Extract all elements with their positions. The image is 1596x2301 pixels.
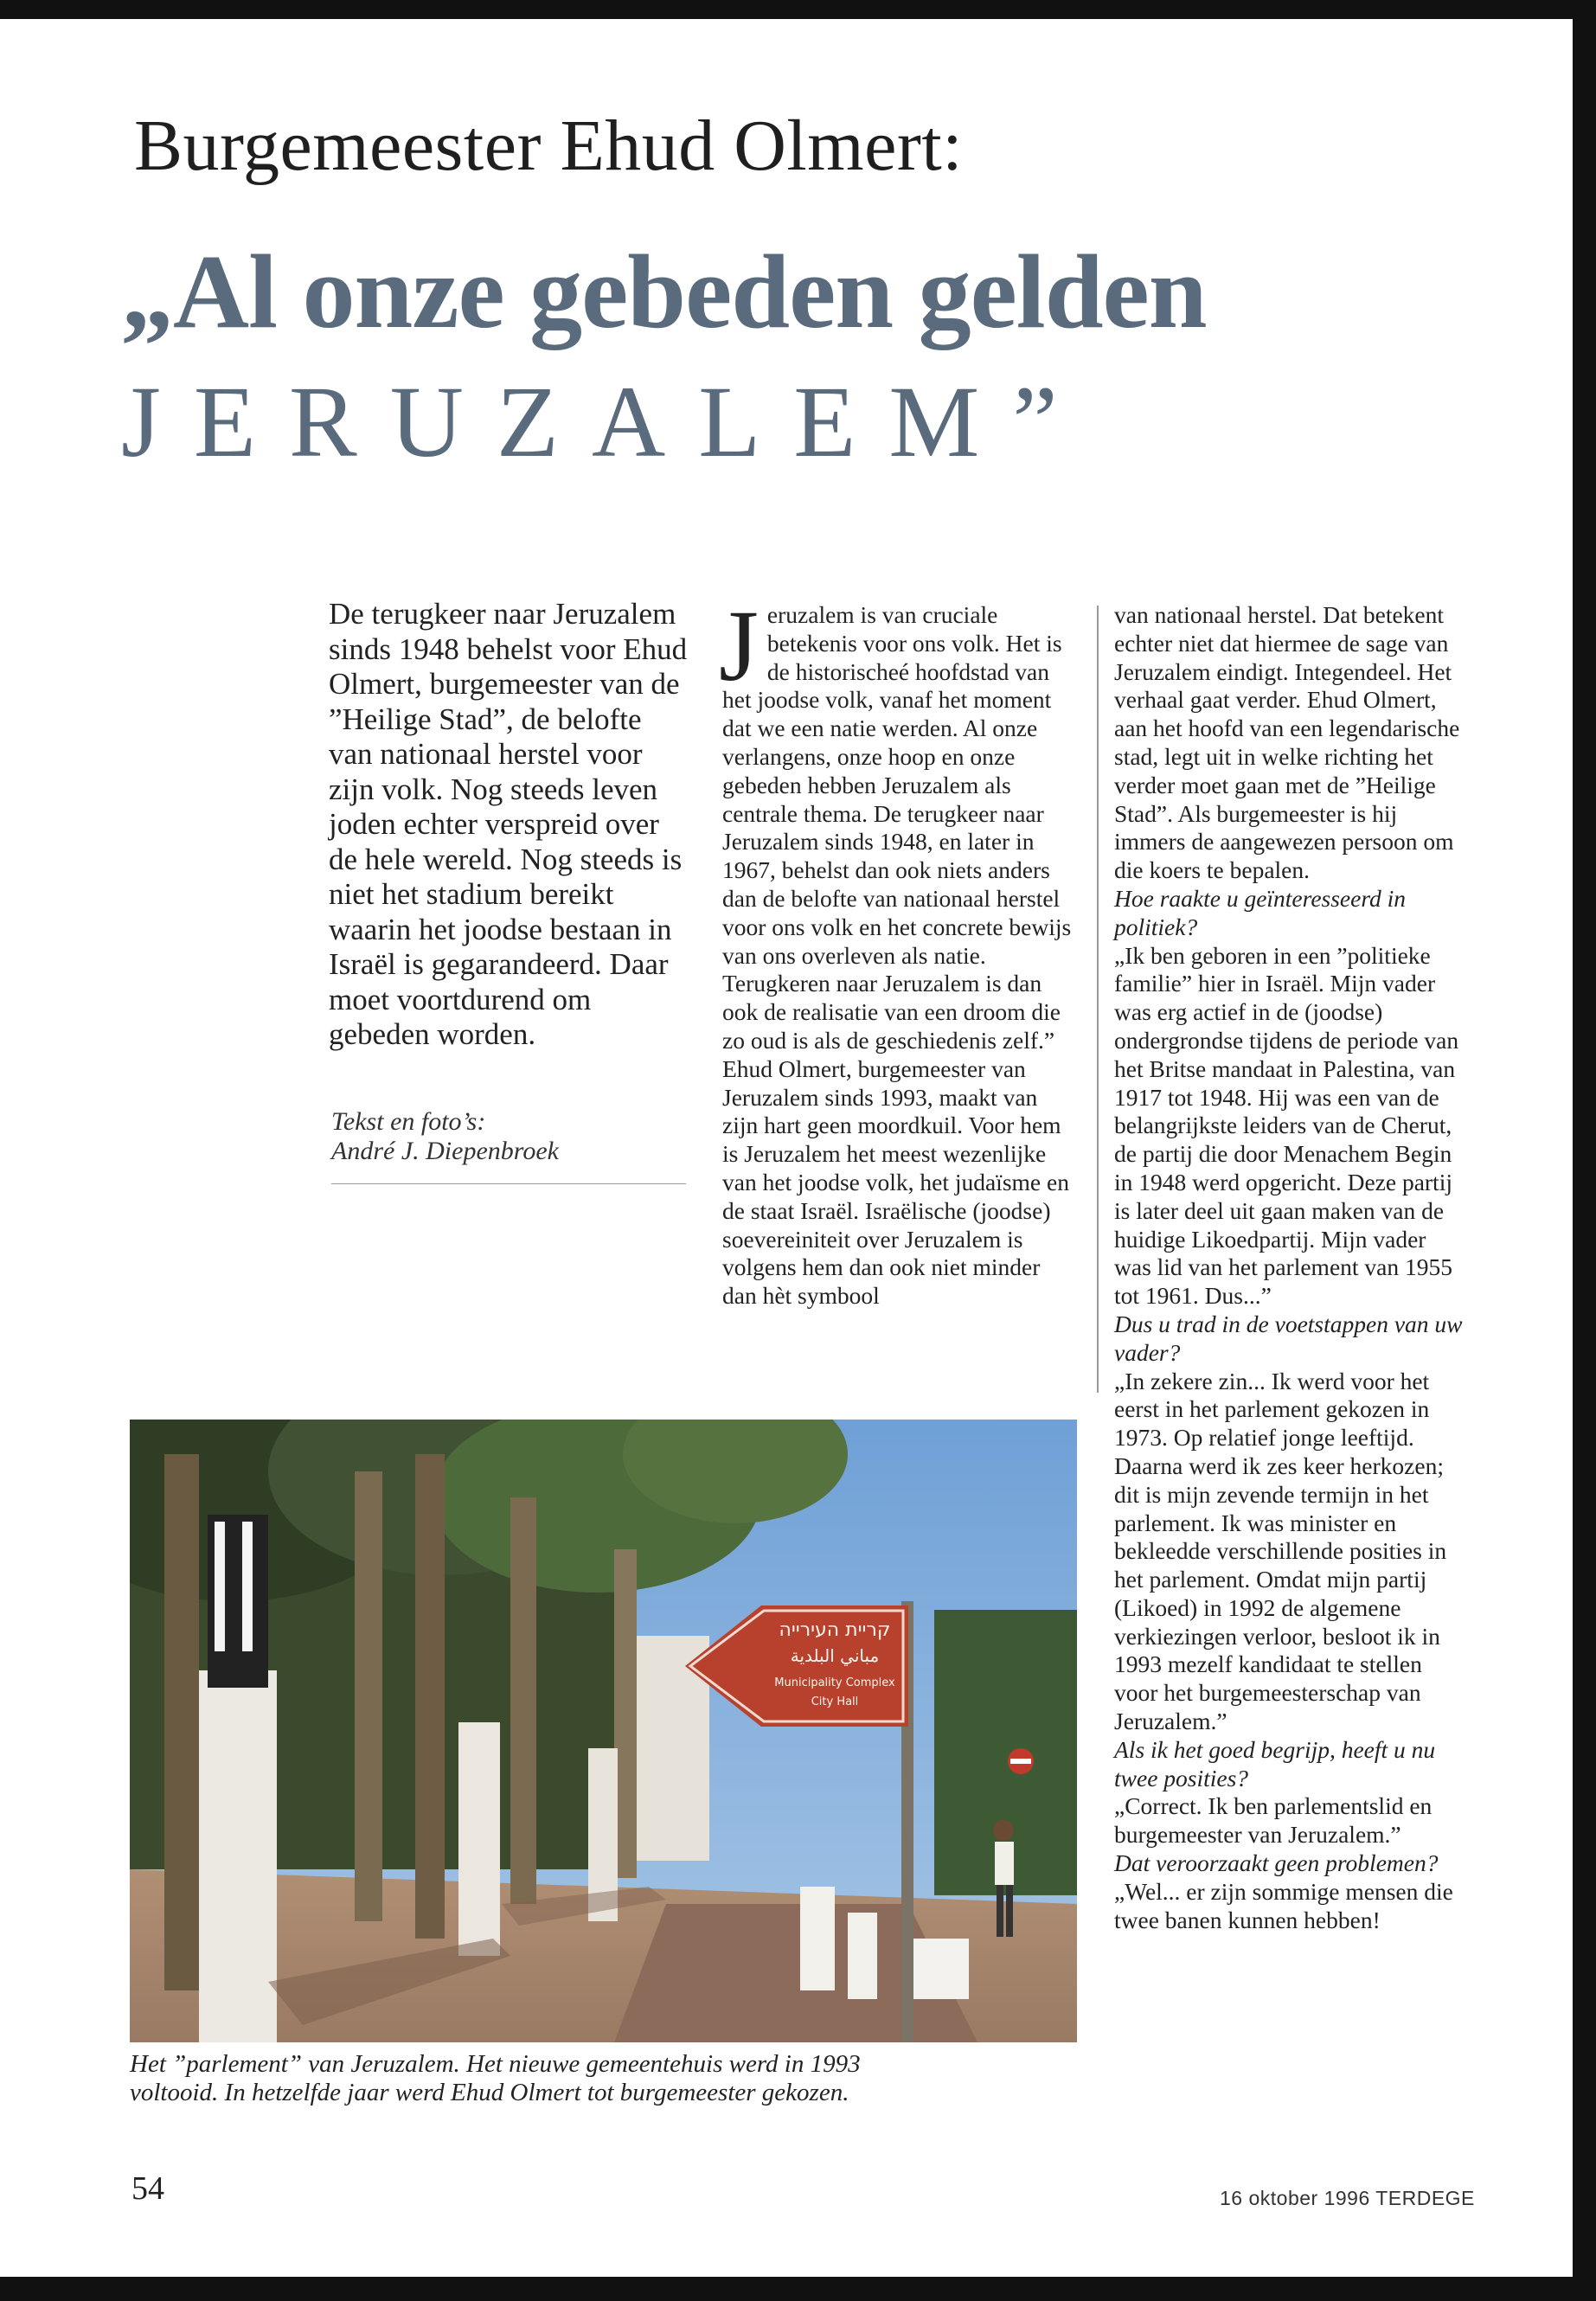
column2-paragraph-2: Ehud Olmert, burgemeester van Jeruzalem sinds 1993, maakt van zijn hart geen moordkuil. Voor hem is Jeruzalem het meest wezenlijke van het joodse volk, het judaïsme en de staat Israël. Israëlische (joodse) soevereiniteit over Jeruzalem is volgens hem dan ook niet minder dan hèt symbool [722,1054,1069,1310]
drop-cap: J [719,589,759,702]
sign-arabic-text: مباني البلدية [790,1645,880,1666]
interview-question-2: Dus u trad in de voetstappen van uw vader? [1114,1310,1463,1366]
kicker-title: Burgemeester Ehud Olmert: [134,106,964,186]
intro-paragraph: De terugkeer naar Jeruzalem sinds 1948 behelst voor Ehud Olmert, burgemeester van de ”Heilige Stad”, de belofte van nationaal herstel voor zijn volk. Nog steeds leven joden echter verspreid over de hele wereld. Nog steeds is niet het stadium bereikt waarin het joodse bestaan in Israël is gegarandeerd. Daar moet voortdurend om gebeden worden. [329,597,688,1051]
column-divider [1097,606,1099,1393]
interview-question-4: Dat veroorzaakt geen problemen? [1114,1849,1439,1877]
interview-answer-1: „Ik ben geboren in een ”politieke familie” hier in Israël. Mijn vader was erg actief in de (joodse) ondergrondse tijdens de periode van het Britse mandaat in Palestina, van 1917 tot 1948. Hij was een van de belangrijkste leiders van de Cherut, de partij die door Menachem Begin in 1948 werd opgericht. Deze partij is later deel uit gaan maken van de huidige Likoedpartij. Mijn vader was lid van het parlement van 1955 tot 1961. Dus...” [1114,941,1459,1310]
article-column-2 [719,589,1077,1311]
article-column-3 [1114,601,1469,1934]
bottom-border [0,2277,1596,2301]
issue-footer: 16 oktober 1996 TERDEGE [1220,2187,1475,2209]
interview-answer-2: „In zekere zin... Ik werd voor het eerst in het parlement gekozen in 1973. Op relatief jonge leeftijd. Daarna werd ik zes keer herkozen; dit is mijn zevende termijn in het parlement. Ik was minister en bekleedde verschillende posities in het parlement. Omdat mijn partij (Likoed) in 1992 de algemene verkiezingen verloor, besloot ik in 1993 mezelf kandidaat te stellen voor het burgemeesterschap van Jeruzalem.” [1114,1367,1447,1735]
author-credit [331,1107,686,1184]
credit-author: André J. Diepenbroek [331,1137,559,1165]
page-number: 54 [131,2170,164,2207]
sign-english-text-2: City Hall [811,1695,859,1708]
sign-hebrew-text: קריית העירייה [779,1619,891,1641]
headline-line-2: JERUZALEM” [121,365,1091,478]
sign-english-text-1: Municipality Complex [774,1676,895,1689]
city-hall-photo [130,1420,1077,2042]
interview-question-1: Hoe raakte u geïnteresseerd in politiek? [1114,884,1407,940]
credit-label: Tekst en foto’s: [331,1107,486,1136]
interview-answer-3: „Correct. Ik ben parlementslid en burgemeester van Jeruzalem.” [1114,1792,1433,1849]
photo-caption: Het ”parlement” van Jeruzalem. Het nieuwe gemeentehuis werd in 1993 voltooid. In hetzelfde jaar werd Ehud Olmert tot burgemeester gekozen. [130,2050,861,2106]
interview-answer-4: „Wel... er zijn sommige mensen die twee banen kunnen hebben! [1114,1877,1453,1933]
column2-paragraph-1: eruzalem is van cruciale betekenis voor ons volk. Het is de historischeé hoofdstad van het joodse volk, vanaf het moment dat we een natie werden. Al onze verlangens, onze hoop en onze gebeden hebben Jeruzalem als centrale thema. De terugkeer naar Jeruzalem sinds 1948, en later in 1967, behelst dan ook niets anders dan de belofte van nationaal herstel voor ons volk en het concrete bewijs van ons overleven als natie. Terugkeren naar Jeruzalem is dan ook de realisatie van een droom die zo oud is als de geschiedenis zelf.” [722,601,1072,1054]
interview-question-3: Als ik het goed begrijp, heeft u nu twee posities? [1114,1735,1436,1791]
right-border [1573,0,1596,2301]
top-border [0,0,1596,19]
headline-line-1: „Al onze gebeden gelden [121,234,1207,350]
column3-paragraph-1: van nationaal herstel. Dat betekent echter niet dat hiermee de sage van Jeruzalem eindigt. Integendeel. Het verhaal gaat verder. Ehud Olmert, aan het hoofd van een legendarische stad, legt uit in welke richting het verder moet gaan met de ”Heilige Stad”. Als burgemeester is hij immers de aangewezen persoon om die koers te bepalen. [1114,601,1460,884]
